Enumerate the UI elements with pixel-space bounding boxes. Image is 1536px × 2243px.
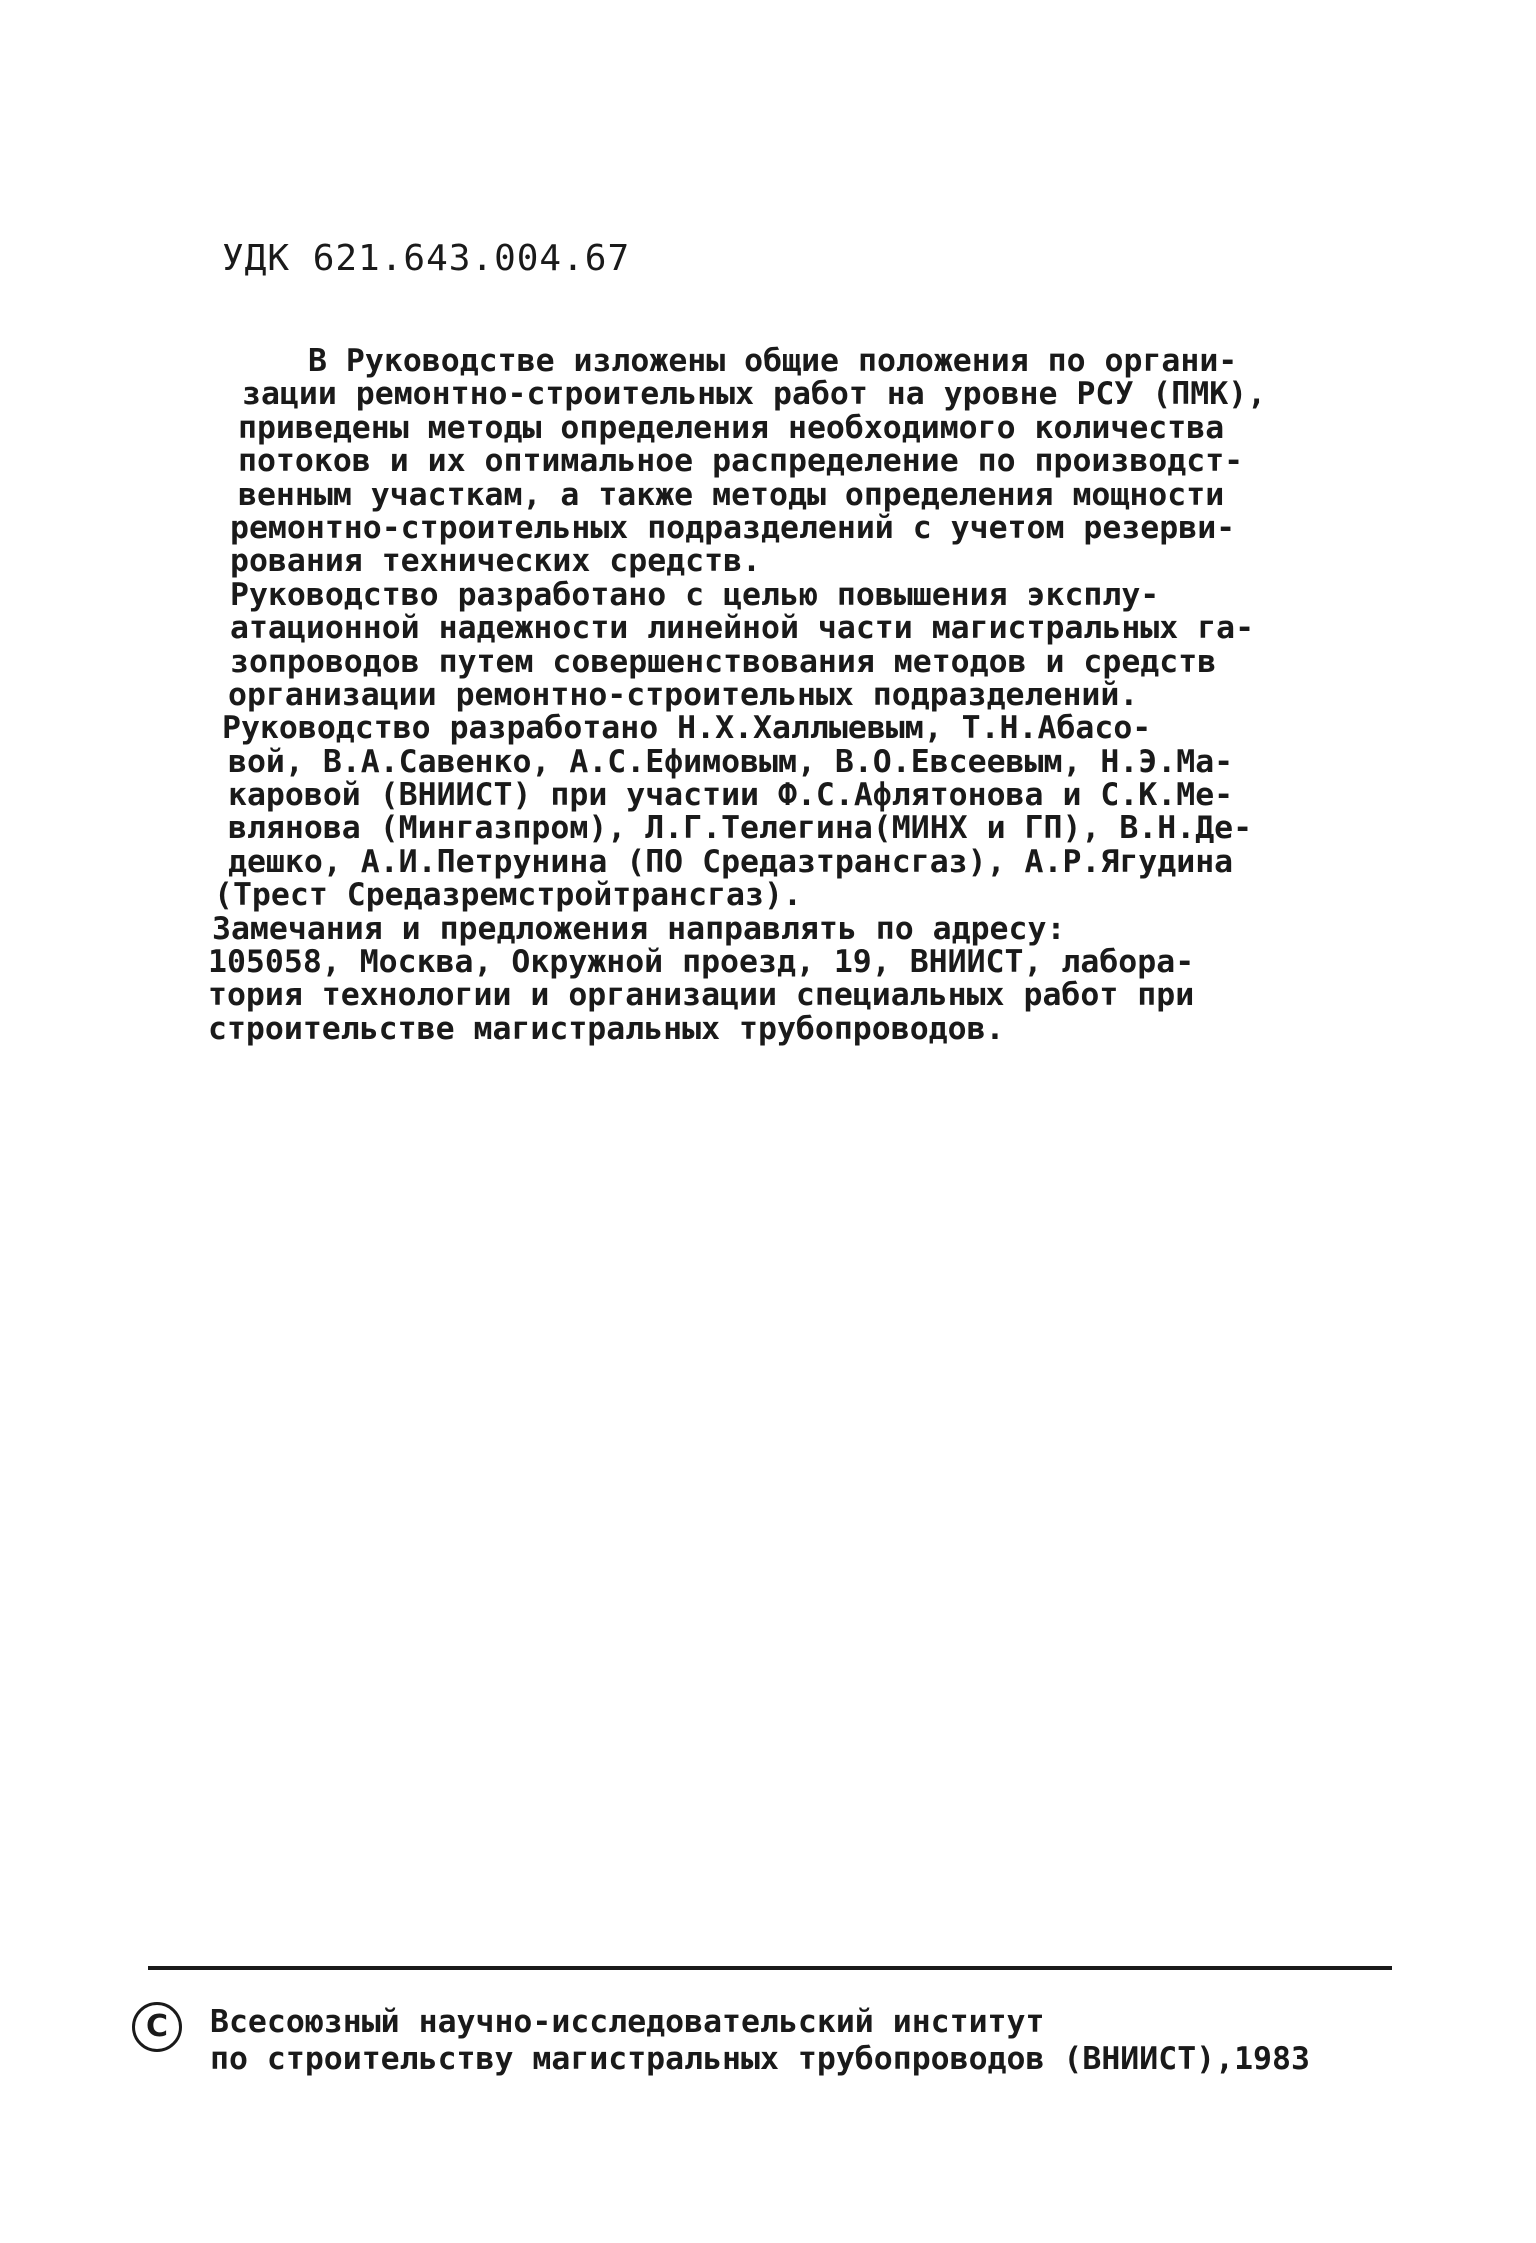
abstract-line: венным участкам, а также методы определения мощности [238, 476, 1225, 513]
abstract-text [208, 345, 1338, 1046]
udk-code: УДК 621.643.004.67 [222, 238, 631, 279]
abstract-line: строительстве магистральных трубопроводов. [208, 1010, 1005, 1047]
abstract-line: вой, В.А.Савенко, А.С.Ефимовым, В.О.Евсеевым, Н.Э.Ма- [228, 743, 1234, 780]
abstract-line: Руководство разработано Н.Х.Халлыевым, Т.Н.Абасо- [222, 710, 1152, 747]
abstract-line: каровой (ВНИИСТ) при участии Ф.С.Афлятонова и С.К.Ме- [228, 777, 1234, 814]
abstract-line: Руководство разработано с целью повышения эксплу- [230, 576, 1160, 613]
abstract-line: приведены методы определения необходимого количества [238, 409, 1225, 446]
publisher-line: Всесоюзный научно-исследовательский институт [210, 2004, 1045, 2040]
abstract-line: Замечания и предложения направлять по адресу: [212, 910, 1066, 947]
abstract-line: атационной надежности линейной части магистральных га- [230, 610, 1255, 647]
abstract-line: зации ремонтно-строительных работ на уровне РСУ (ПМК), [242, 376, 1267, 413]
abstract-line: 105058, Москва, Окружной проезд, 19, ВНИИСТ, лабора- [208, 944, 1195, 981]
abstract-line: дешко, А.И.Петрунина (ПО Средазтрансгаз), А.Р.Ягудина [228, 843, 1234, 880]
abstract-line: влянова (Мингазпром), Л.Г.Телегина(МИНХ и ГП), В.Н.Де- [228, 810, 1253, 847]
publisher-block [210, 2004, 1310, 2078]
abstract-line: тория технологии и организации специальных работ при [208, 977, 1195, 1014]
abstract-line: организации ремонтно-строительных подразделений. [228, 676, 1139, 713]
abstract-line: потоков и их оптимальное распределение по производст- [238, 443, 1244, 480]
abstract-line: рования технических средств. [230, 543, 762, 580]
abstract-line: ремонтно-строительных подразделений с учетом резерви- [230, 509, 1236, 546]
copyright-icon: С [132, 2002, 182, 2052]
footer-divider [148, 1966, 1392, 1970]
abstract-line: зопроводов путем совершенствования методов и средств [230, 643, 1217, 680]
abstract-line: (Трест Средазремстройтрансгаз). [214, 877, 802, 914]
publisher-line: по строительству магистральных трубопроводов (ВНИИСТ),1983 [210, 2041, 1310, 2077]
abstract-line: В Руководстве изложены общие положения по органи- [308, 343, 1238, 379]
